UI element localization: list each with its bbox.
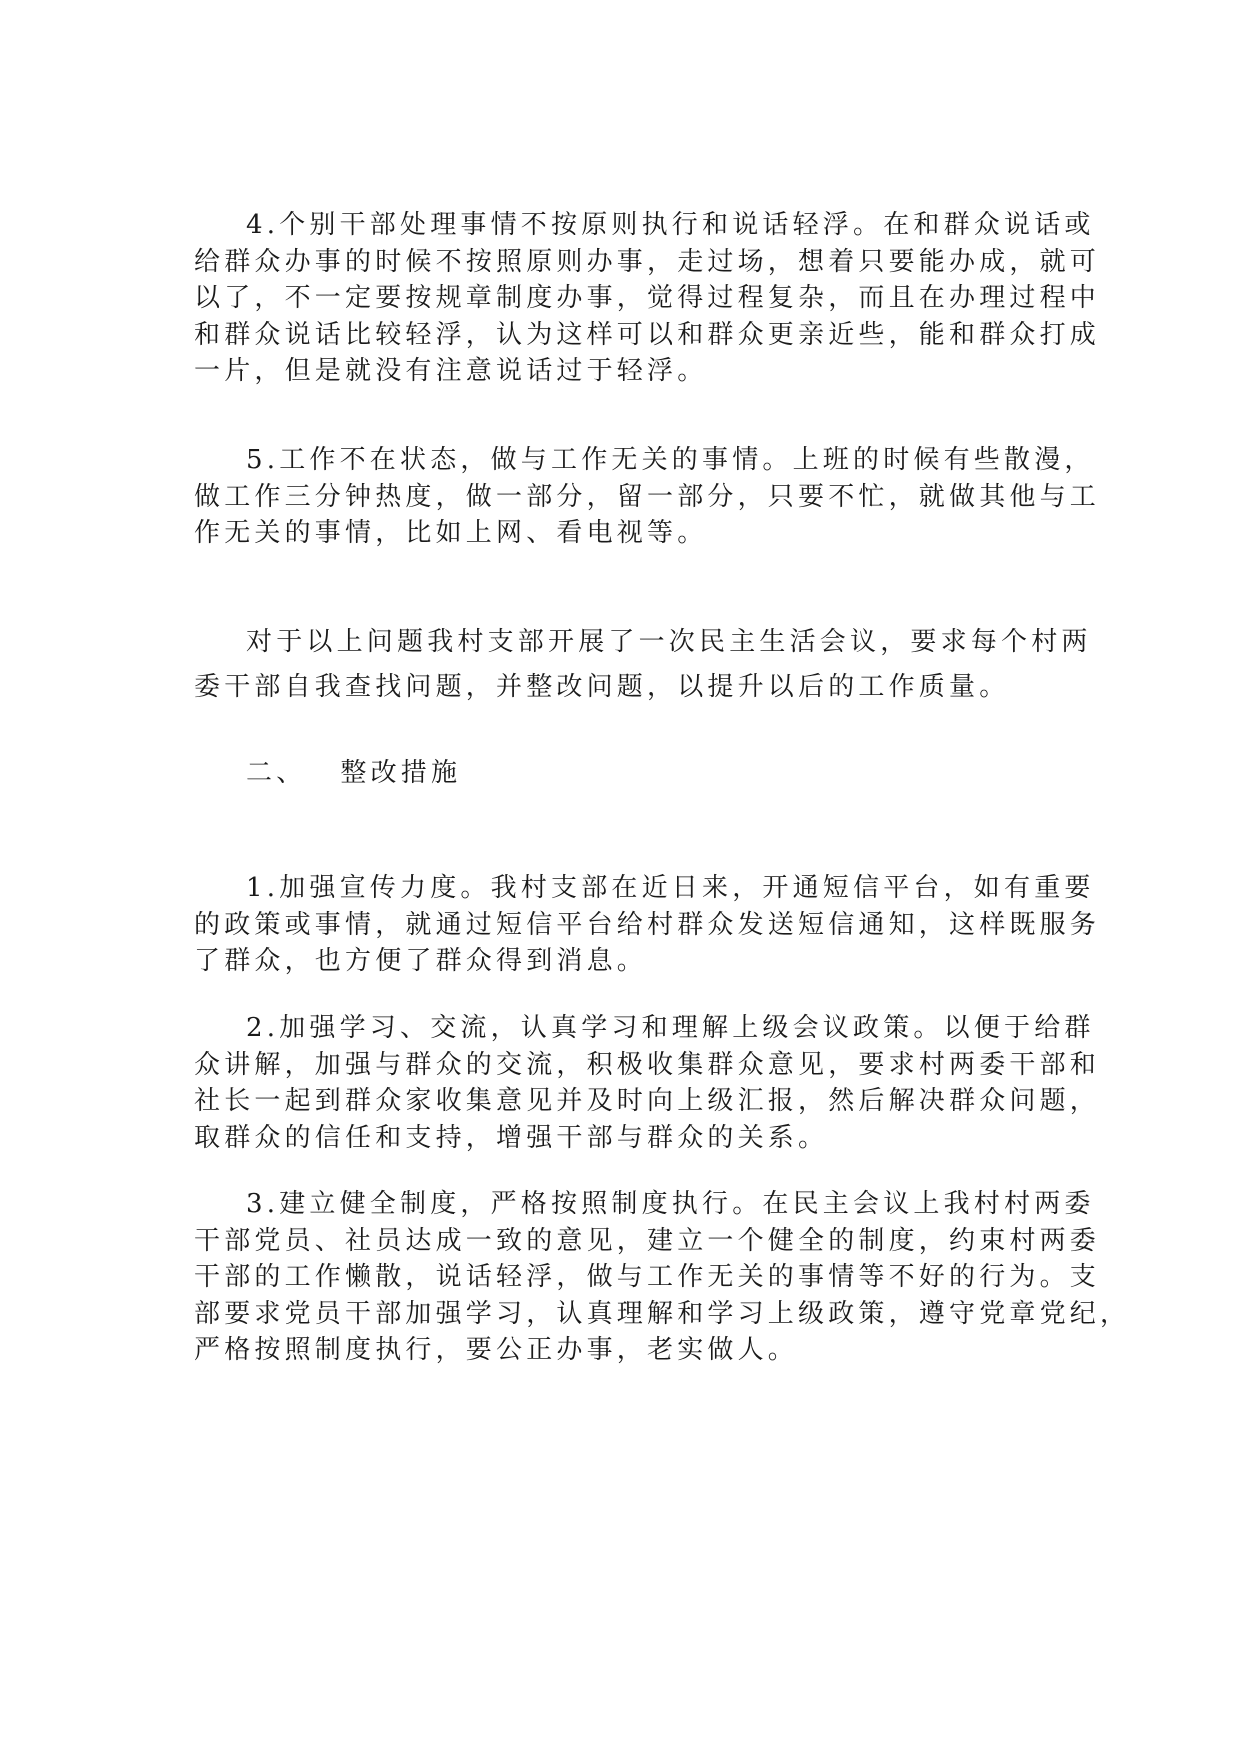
paragraph-line: 给群众办事的时候不按照原则办事，走过场，想着只要能办成，就可 bbox=[194, 246, 1101, 277]
paragraph-line: 和群众说话比较轻浮，认为这样可以和群众更亲近些，能和群众打成 bbox=[194, 319, 1101, 350]
paragraph-line: 的政策或事情，就通过短信平台给村群众发送短信通知，这样既服务 bbox=[194, 909, 1101, 940]
paragraph-line: 了群众，也方便了群众得到消息。 bbox=[194, 946, 648, 976]
section-heading-title: 整改措施 bbox=[340, 758, 462, 788]
paragraph-measure-1 bbox=[194, 870, 1101, 980]
paragraph-line: 3.建立健全制度，严格按照制度执行。在民主会议上我村村两委 bbox=[246, 1189, 1095, 1219]
paragraph-measure-2 bbox=[194, 1010, 1101, 1156]
paragraph-line: 5.工作不在状态，做与工作无关的事情。上班的时候有些散漫， bbox=[246, 445, 1095, 475]
paragraph-line: 2.加强学习、交流，认真学习和理解上级会议政策。以便于给群 bbox=[246, 1013, 1095, 1043]
paragraph-line: 以了，不一定要按规章制度办事，觉得过程复杂，而且在办理过程中 bbox=[194, 283, 1101, 313]
section-heading bbox=[194, 755, 1060, 792]
paragraph-line: 社长一起到群众家收集意见并及时向上级汇报，然后解决群众问题， bbox=[194, 1086, 1101, 1116]
paragraph-line: 4.个别干部处理事情不按原则执行和说话轻浮。在和群众说话或 bbox=[246, 210, 1095, 240]
paragraph-line: 一片，但是就没有注意说话过于轻浮。 bbox=[194, 356, 708, 386]
paragraph-line: 对于以上问题我村支部开展了一次民主生活会议，要求每个村两 bbox=[246, 627, 1092, 657]
paragraph-line: 做工作三分钟热度，做一部分，留一部分，只要不忙，就做其他与工 bbox=[194, 481, 1101, 512]
paragraph-summary bbox=[194, 620, 1092, 710]
paragraph-line: 委干部自我查找问题，并整改问题，以提升以后的工作质量。 bbox=[194, 672, 1010, 702]
paragraph-line: 干部的工作懒散，说话轻浮，做与工作无关的事情等不好的行为。支 bbox=[194, 1262, 1101, 1292]
paragraph-line: 作无关的事情，比如上网、看电视等。 bbox=[194, 518, 708, 548]
paragraph-line: 取群众的信任和支持，增强干部与群众的关系。 bbox=[194, 1122, 829, 1153]
paragraph-issue-4 bbox=[194, 207, 1101, 390]
section-heading-line bbox=[194, 755, 1060, 792]
paragraph-issue-5 bbox=[194, 442, 1101, 552]
paragraph-line: 1.加强宣传力度。我村支部在近日来，开通短信平台，如有重要 bbox=[246, 873, 1095, 903]
paragraph-line: 严格按照制度执行，要公正办事，老实做人。 bbox=[194, 1335, 799, 1365]
paragraph-line: 众讲解，加强与群众的交流，积极收集群众意见，要求村两委干部和 bbox=[194, 1049, 1101, 1080]
paragraph-line: 部要求党员干部加强学习，认真理解和学习上级政策，遵守党章党纪， bbox=[194, 1298, 1131, 1329]
paragraph-line: 干部党员、社员达成一致的意见，建立一个健全的制度，约束村两委 bbox=[194, 1225, 1101, 1256]
section-heading-number: 二、 bbox=[246, 758, 307, 788]
paragraph-measure-3 bbox=[194, 1186, 1131, 1369]
